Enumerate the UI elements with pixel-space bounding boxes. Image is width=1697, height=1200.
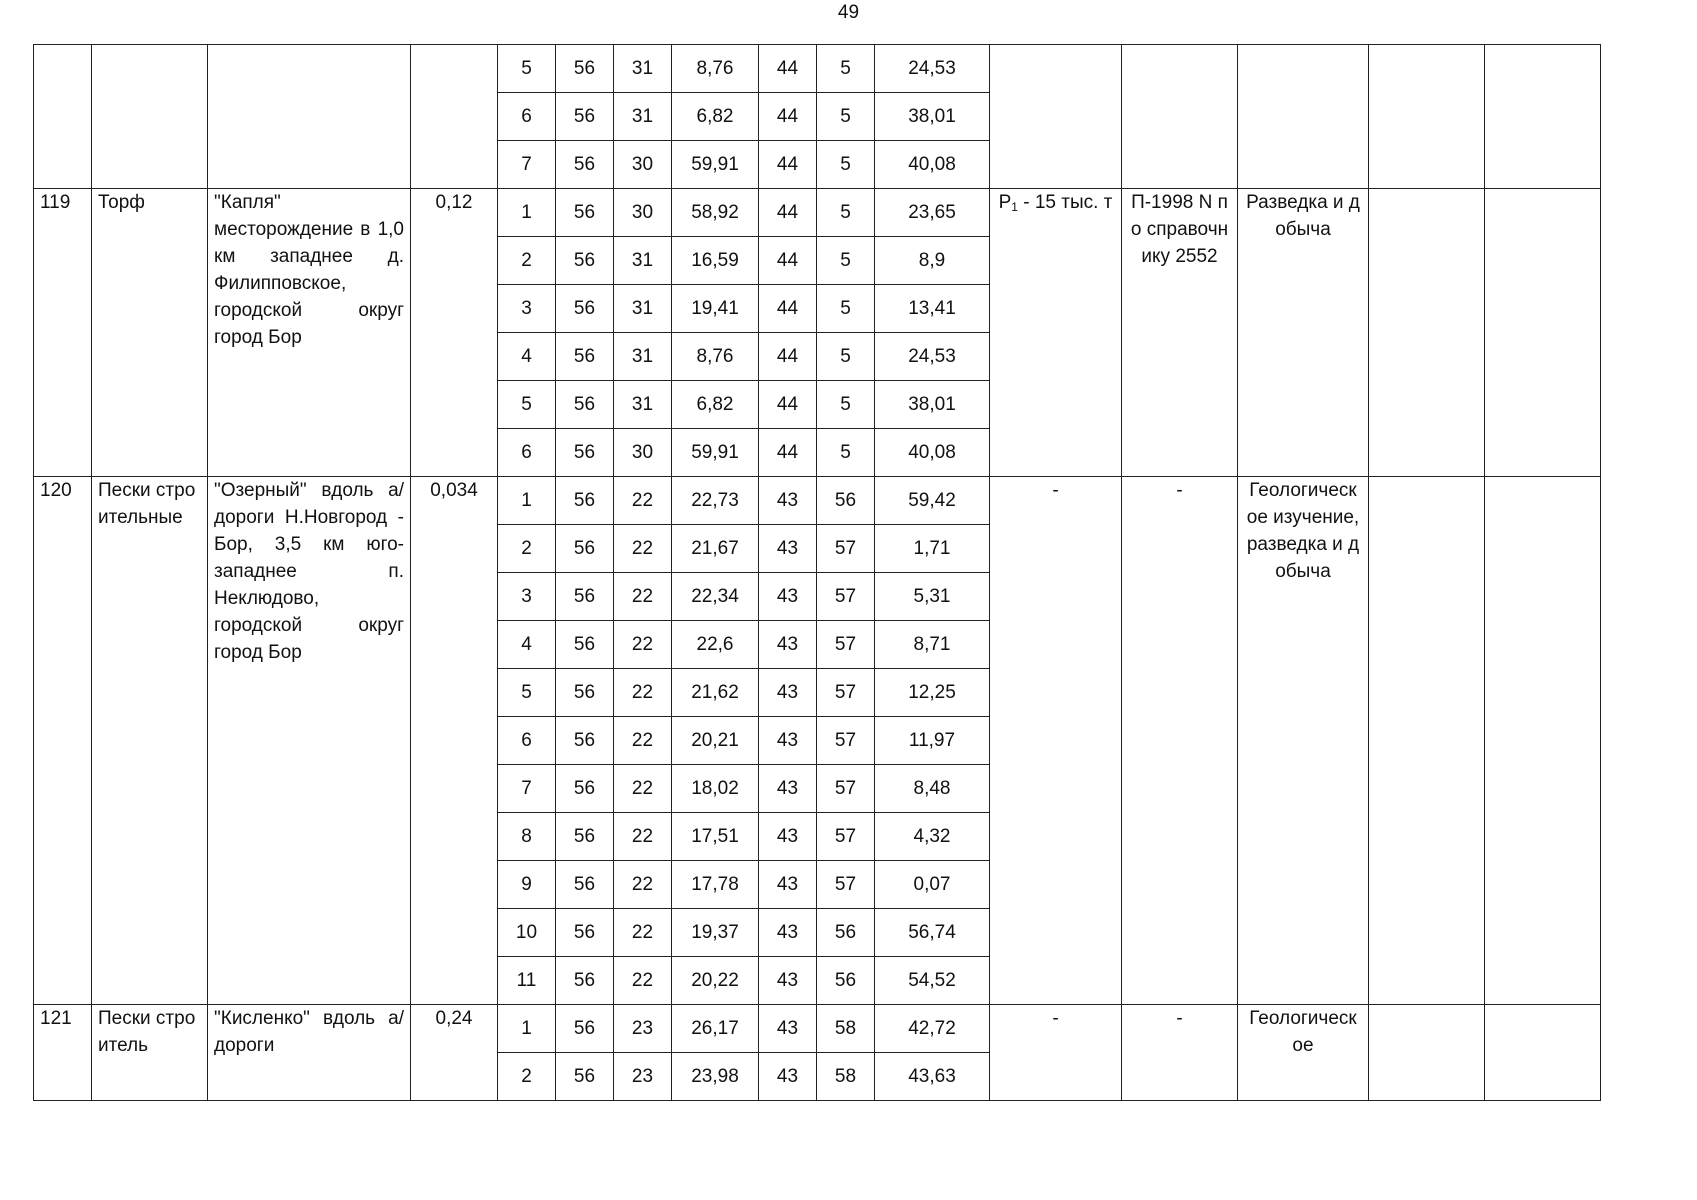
coordinate-cell: 44: [759, 285, 817, 333]
purpose-cell: Разведка и добыча: [1238, 189, 1369, 477]
coordinate-cell: 56: [817, 957, 875, 1005]
coordinate-cell: 16,59: [672, 237, 759, 285]
coordinate-cell: 5: [817, 285, 875, 333]
deposits-table: [33, 44, 1601, 1101]
area-cell: 0,034: [411, 477, 498, 1005]
point-number-cell: 1: [498, 477, 556, 525]
coordinate-cell: 56: [556, 141, 614, 189]
coordinate-cell: 59,42: [875, 477, 990, 525]
coordinate-cell: 56: [556, 1005, 614, 1053]
coordinate-cell: 21,67: [672, 525, 759, 573]
coordinate-cell: 56: [556, 861, 614, 909]
table-row: [34, 477, 1601, 525]
point-number-cell: 2: [498, 525, 556, 573]
coordinate-cell: 43: [759, 957, 817, 1005]
coordinate-cell: 56: [556, 621, 614, 669]
coordinate-cell: 59,91: [672, 429, 759, 477]
coordinate-cell: 57: [817, 813, 875, 861]
license-cell: П-1998 N по справочнику 2552: [1122, 189, 1238, 477]
point-number-cell: 9: [498, 861, 556, 909]
coordinate-cell: 1,71: [875, 525, 990, 573]
coordinate-cell: 56: [556, 765, 614, 813]
coordinate-cell: 40,08: [875, 429, 990, 477]
reserves-cell: -: [990, 477, 1122, 1005]
deposit-name-cell: [208, 45, 411, 189]
coordinate-cell: 8,71: [875, 621, 990, 669]
coordinate-cell: 22: [614, 909, 672, 957]
purpose-cell: [1238, 45, 1369, 189]
coordinate-cell: 42,72: [875, 1005, 990, 1053]
coordinate-cell: 43: [759, 1053, 817, 1101]
coordinate-cell: 31: [614, 93, 672, 141]
deposit-number-cell: 121: [34, 1005, 92, 1101]
point-number-cell: 5: [498, 45, 556, 93]
deposit-number-cell: [34, 45, 92, 189]
coordinate-cell: 5: [817, 333, 875, 381]
coordinate-cell: 56: [556, 909, 614, 957]
coordinate-cell: 31: [614, 333, 672, 381]
coordinate-cell: 57: [817, 765, 875, 813]
point-number-cell: 1: [498, 189, 556, 237]
coordinate-cell: 4,32: [875, 813, 990, 861]
coordinate-cell: 20,21: [672, 717, 759, 765]
coordinate-cell: 43: [759, 573, 817, 621]
coordinate-cell: 43: [759, 813, 817, 861]
point-number-cell: 5: [498, 669, 556, 717]
point-number-cell: 7: [498, 765, 556, 813]
point-number-cell: 2: [498, 1053, 556, 1101]
deposit-name-cell: "Озерный" вдоль а/дороги Н.Новгород - Бор, 3,5 км юго-западнее п. Неклюдово, городской округ город Бор: [208, 477, 411, 1005]
coordinate-cell: 6,82: [672, 93, 759, 141]
deposit-number-cell: 119: [34, 189, 92, 477]
coordinate-cell: 43: [759, 909, 817, 957]
mineral-cell: Пески строитель: [92, 1005, 208, 1101]
coordinate-cell: 57: [817, 861, 875, 909]
coordinate-cell: 56: [556, 189, 614, 237]
coordinate-cell: 5: [817, 189, 875, 237]
coordinate-cell: 38,01: [875, 93, 990, 141]
coordinate-cell: 31: [614, 285, 672, 333]
empty-cell: [1369, 1005, 1485, 1101]
page-number: 49: [837, 2, 860, 23]
coordinate-cell: 23,65: [875, 189, 990, 237]
coordinate-cell: 40,08: [875, 141, 990, 189]
coordinate-cell: 56: [556, 93, 614, 141]
empty-cell: [1485, 477, 1601, 1005]
point-number-cell: 10: [498, 909, 556, 957]
purpose-cell: Геологическое: [1238, 1005, 1369, 1101]
mineral-cell: [92, 45, 208, 189]
coordinate-cell: 44: [759, 93, 817, 141]
coordinate-cell: 56: [817, 477, 875, 525]
coordinate-cell: 0,07: [875, 861, 990, 909]
coordinate-cell: 22: [614, 669, 672, 717]
coordinate-cell: 22: [614, 765, 672, 813]
coordinate-cell: 20,22: [672, 957, 759, 1005]
coordinate-cell: 56: [817, 909, 875, 957]
coordinate-cell: 19,41: [672, 285, 759, 333]
point-number-cell: 4: [498, 333, 556, 381]
coordinate-cell: 56: [556, 381, 614, 429]
coordinate-cell: 19,37: [672, 909, 759, 957]
coordinate-cell: 54,52: [875, 957, 990, 1005]
coordinate-cell: 58: [817, 1005, 875, 1053]
coordinate-cell: 24,53: [875, 45, 990, 93]
coordinate-cell: 5: [817, 237, 875, 285]
coordinate-cell: 43: [759, 669, 817, 717]
coordinate-cell: 44: [759, 429, 817, 477]
coordinate-cell: 30: [614, 429, 672, 477]
coordinate-cell: 58: [817, 1053, 875, 1101]
coordinate-cell: 5: [817, 429, 875, 477]
point-number-cell: 5: [498, 381, 556, 429]
table-row: [34, 45, 1601, 93]
deposit-number-cell: 120: [34, 477, 92, 1005]
empty-cell: [1369, 189, 1485, 477]
coordinate-cell: 5: [817, 45, 875, 93]
coordinate-cell: 56: [556, 525, 614, 573]
coordinate-cell: 44: [759, 189, 817, 237]
coordinate-cell: 31: [614, 237, 672, 285]
coordinate-cell: 44: [759, 381, 817, 429]
coordinate-cell: 56: [556, 477, 614, 525]
coordinate-cell: 43: [759, 861, 817, 909]
coordinate-cell: 30: [614, 141, 672, 189]
coordinate-cell: 56: [556, 333, 614, 381]
point-number-cell: 3: [498, 285, 556, 333]
coordinate-cell: 58,92: [672, 189, 759, 237]
coordinate-cell: 5,31: [875, 573, 990, 621]
area-cell: 0,24: [411, 1005, 498, 1101]
point-number-cell: 4: [498, 621, 556, 669]
point-number-cell: 8: [498, 813, 556, 861]
coordinate-cell: 22: [614, 477, 672, 525]
deposit-name-cell: "Кисленко" вдоль а/дороги: [208, 1005, 411, 1101]
coordinate-cell: 5: [817, 381, 875, 429]
coordinate-cell: 22: [614, 525, 672, 573]
coordinate-cell: 21,62: [672, 669, 759, 717]
coordinate-cell: 8,48: [875, 765, 990, 813]
empty-cell: [1369, 45, 1485, 189]
coordinate-cell: 24,53: [875, 333, 990, 381]
coordinate-cell: 6,82: [672, 381, 759, 429]
coordinate-cell: 23: [614, 1005, 672, 1053]
coordinate-cell: 56: [556, 237, 614, 285]
coordinate-cell: 44: [759, 45, 817, 93]
point-number-cell: 6: [498, 93, 556, 141]
coordinate-cell: 56,74: [875, 909, 990, 957]
coordinate-cell: 11,97: [875, 717, 990, 765]
coordinate-cell: 22: [614, 861, 672, 909]
table-row: [34, 1005, 1601, 1053]
coordinate-cell: 22: [614, 957, 672, 1005]
point-number-cell: 3: [498, 573, 556, 621]
coordinate-cell: 12,25: [875, 669, 990, 717]
coordinate-cell: 22: [614, 573, 672, 621]
point-number-cell: 7: [498, 141, 556, 189]
coordinate-cell: 59,91: [672, 141, 759, 189]
coordinate-cell: 8,9: [875, 237, 990, 285]
coordinate-cell: 56: [556, 813, 614, 861]
coordinate-cell: 57: [817, 573, 875, 621]
coordinate-cell: 26,17: [672, 1005, 759, 1053]
area-cell: 0,12: [411, 189, 498, 477]
coordinate-cell: 5: [817, 93, 875, 141]
coordinate-cell: 43: [759, 1005, 817, 1053]
coordinate-cell: 57: [817, 621, 875, 669]
coordinate-cell: 22,6: [672, 621, 759, 669]
coordinate-cell: 17,51: [672, 813, 759, 861]
coordinate-cell: 31: [614, 45, 672, 93]
empty-cell: [1485, 45, 1601, 189]
coordinate-cell: 44: [759, 237, 817, 285]
coordinate-cell: 43,63: [875, 1053, 990, 1101]
coordinate-cell: 38,01: [875, 381, 990, 429]
coordinate-cell: 23,98: [672, 1053, 759, 1101]
coordinate-cell: 57: [817, 717, 875, 765]
mineral-cell: Пески строительные: [92, 477, 208, 1005]
coordinate-cell: 13,41: [875, 285, 990, 333]
coordinate-cell: 56: [556, 1053, 614, 1101]
license-cell: [1122, 45, 1238, 189]
point-number-cell: 11: [498, 957, 556, 1005]
coordinate-cell: 44: [759, 333, 817, 381]
coordinate-cell: 23: [614, 1053, 672, 1101]
license-cell: -: [1122, 477, 1238, 1005]
coordinate-cell: 17,78: [672, 861, 759, 909]
coordinate-cell: 18,02: [672, 765, 759, 813]
coordinate-cell: 22,73: [672, 477, 759, 525]
reserves-cell: $P_1 - 15$ тыс. т: [990, 189, 1122, 477]
coordinate-cell: 22: [614, 813, 672, 861]
mineral-cell: Торф: [92, 189, 208, 477]
reserves-cell: [990, 45, 1122, 189]
point-number-cell: 6: [498, 717, 556, 765]
coordinate-cell: 8,76: [672, 45, 759, 93]
empty-cell: [1369, 477, 1485, 1005]
area-cell: [411, 45, 498, 189]
license-cell: -: [1122, 1005, 1238, 1101]
coordinate-cell: 56: [556, 573, 614, 621]
empty-cell: [1485, 189, 1601, 477]
point-number-cell: 2: [498, 237, 556, 285]
coordinate-cell: 44: [759, 141, 817, 189]
coordinate-cell: 22: [614, 717, 672, 765]
coordinate-cell: 5: [817, 141, 875, 189]
coordinate-cell: 30: [614, 189, 672, 237]
reserves-cell: -: [990, 1005, 1122, 1101]
coordinate-cell: 31: [614, 381, 672, 429]
coordinate-cell: 43: [759, 525, 817, 573]
coordinate-cell: 22,34: [672, 573, 759, 621]
category-subscript: 1: [1011, 200, 1018, 214]
coordinate-cell: 8,76: [672, 333, 759, 381]
coordinate-cell: 43: [759, 717, 817, 765]
coordinate-cell: 56: [556, 285, 614, 333]
deposit-name-cell: "Капля" месторождение в 1,0 км западнее д. Филипповское, городской округ город Бор: [208, 189, 411, 477]
coordinate-cell: 56: [556, 717, 614, 765]
coordinate-cell: 56: [556, 669, 614, 717]
coordinate-cell: 43: [759, 765, 817, 813]
point-number-cell: 6: [498, 429, 556, 477]
coordinate-cell: 43: [759, 477, 817, 525]
coordinate-cell: 56: [556, 45, 614, 93]
purpose-cell: Геологическое изучение, разведка и добыча: [1238, 477, 1369, 1005]
coordinate-cell: 43: [759, 621, 817, 669]
coordinate-cell: 56: [556, 957, 614, 1005]
coordinate-cell: 57: [817, 525, 875, 573]
empty-cell: [1485, 1005, 1601, 1101]
coordinate-cell: 56: [556, 429, 614, 477]
point-number-cell: 1: [498, 1005, 556, 1053]
table-row: [34, 189, 1601, 237]
coordinate-cell: 22: [614, 621, 672, 669]
coordinate-cell: 57: [817, 669, 875, 717]
